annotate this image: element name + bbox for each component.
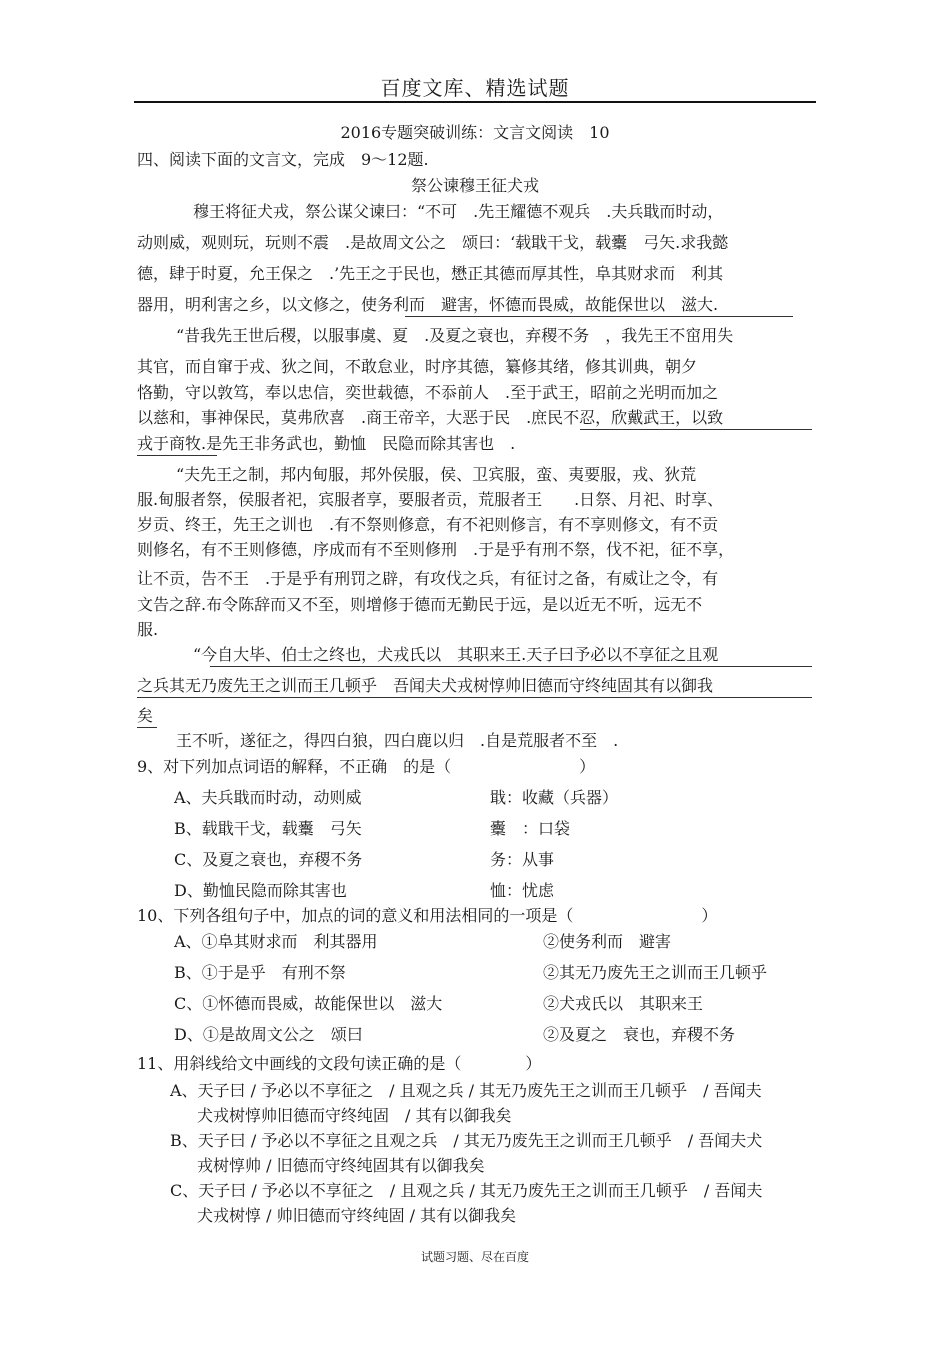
question-9-stem: 9、对下列加点词语的解释，不正确 的是（ ） xyxy=(137,757,596,776)
passage-underline xyxy=(580,429,812,430)
question-9-explanation: 务：从事 xyxy=(490,850,555,869)
question-10-option-pair: ②使务利而 避害 xyxy=(543,932,672,951)
passage-line: 器用，明利害之乡，以文修之，使务利而 避害，怀德而畏威，故能保世以 滋大. xyxy=(137,295,719,314)
passage-underline xyxy=(210,666,812,667)
page-header-title: 百度文库、精选试题 xyxy=(380,76,570,100)
passage-line: 德，肆于时夏，允王保之 .’先王之于民也，懋正其德而厚其性，阜其财求而 利其 xyxy=(137,264,724,283)
passage-line: 矣 xyxy=(137,706,154,725)
question-9-explanation: 戢：收藏（兵器） xyxy=(490,788,619,807)
passage-line: “夫先王之制，邦内甸服，邦外侯服，侯、卫宾服，蛮、夷要服，戎、狄荒 xyxy=(176,465,697,484)
passage-line: 恪勤，守以敦笃，奉以忠信，奕世载德，不忝前人 .至于武王，昭前之光明而加之 xyxy=(137,383,719,402)
question-9-option: A、夫兵戢而时动，动则威 xyxy=(174,788,362,807)
document-heading: 2016专题突破训练：文言文阅读 10 xyxy=(340,123,610,142)
question-10-stem: 10、下列各组句子中，加点的词的意义和用法相同的一项是（ ） xyxy=(137,906,718,925)
question-11-option: B、天子曰 / 予必以不享征之且观之兵 / 其无乃废先王之训而王几顿乎 / 吾闻夫犬 xyxy=(170,1131,763,1150)
passage-line: 之兵其无乃废先王之训而王几顿乎 吾闻夫犬戎树惇帅旧德而守终纯固其有以御我 xyxy=(137,676,714,695)
passage-underline xyxy=(137,727,157,728)
question-9-option: D、勤恤民隐而除其害也 xyxy=(174,881,347,900)
section-instruction: 四、阅读下面的文言文，完成 9～12题. xyxy=(137,150,429,169)
passage-line: “昔我先王世后稷，以服事虞、夏 .及夏之衰也，弃稷不务 ，我先王不窋用失 xyxy=(176,326,734,345)
question-9-option: B、载戢干戈，载櫜 弓矢 xyxy=(174,819,362,838)
question-11-option-cont: 犬戎树惇帅旧德而守终纯固 / 其有以御我矣 xyxy=(197,1106,512,1125)
question-10-option: C、①怀德而畏威，故能保世以 滋大 xyxy=(174,994,443,1013)
question-10-option-pair: ②其无乃废先王之训而王几顿乎 xyxy=(543,963,768,982)
question-10-option-pair: ②犬戎氏以 其职来王 xyxy=(543,994,704,1013)
passage-line: 以慈和，事神保民，莫弗欣喜 .商王帝辛，大恶于民 .庶民不忍，欣戴武王，以致 xyxy=(137,408,724,427)
question-9-explanation: 櫜 ：口袋 xyxy=(490,819,571,838)
question-11-option: C、天子曰 / 予必以不享征之 / 且观之兵 / 其无乃废先王之训而王几顿乎 / 吾闻夫 xyxy=(170,1181,763,1200)
passage-title: 祭公谏穆王征犬戎 xyxy=(410,176,539,195)
passage-line: 戎于商牧.是先王非务武也，勤恤 民隐而除其害也 . xyxy=(137,434,516,453)
question-9-explanation: 恤：忧虑 xyxy=(490,881,555,900)
page-footer: 试题习题、尽在百度 xyxy=(420,1250,529,1264)
passage-line: “今自大毕、伯士之终也，犬戎氏以 其职来王.天子曰予必以不享征之且观 xyxy=(193,645,719,664)
passage-line: 服. xyxy=(137,620,159,639)
passage-line: 岁贡、终王，先王之训也 .有不祭则修意，有不祀则修言，有不享则修文，有不贡 xyxy=(137,515,719,534)
passage-underline xyxy=(405,316,793,317)
passage-line: 让不贡，告不王 .于是乎有刑罚之辟，有攻伐之兵，有征讨之备，有威让之令，有 xyxy=(137,569,719,588)
passage-line: 穆王将征犬戎，祭公谋父谏曰：“不可 .先王耀德不观兵 .夫兵戢而时动， xyxy=(193,202,724,221)
question-10-option: B、①于是乎 有刑不祭 xyxy=(174,963,346,982)
question-11-option-cont: 戎树惇帅 / 旧德而守终纯固其有以御我矣 xyxy=(197,1156,485,1175)
passage-underline xyxy=(137,697,812,698)
header-divider xyxy=(134,101,816,103)
question-9-option: C、及夏之衰也，弃稷不务 xyxy=(174,850,363,869)
question-10-option-pair: ②及夏之 衰也，弃稷不务 xyxy=(543,1025,736,1044)
passage-line: 其官，而自窜于戎、狄之间，不敢怠业，时序其德，纂修其绪，修其训典，朝夕 xyxy=(137,357,698,376)
passage-underline xyxy=(137,455,217,456)
question-10-option: A、①阜其财求而 利其器用 xyxy=(174,932,378,951)
passage-line: 王不听，遂征之，得四白狼，四白鹿以归 .自是荒服者不至 . xyxy=(176,731,619,750)
question-11-option-cont: 犬戎树惇 / 帅旧德而守终纯固 / 其有以御我矣 xyxy=(197,1206,517,1225)
question-11-option: A、天子曰 / 予必以不享征之 / 且观之兵 / 其无乃废先王之训而王几顿乎 / 吾闻夫 xyxy=(170,1081,762,1100)
question-10-option: D、①是故周文公之 颂曰 xyxy=(174,1025,363,1044)
passage-line: 文告之辞.布令陈辞而又不至，则增修于德而无勤民于远，是以近无不听，远无不 xyxy=(137,595,703,614)
question-11-stem: 11、用斜线给文中画线的文段句读正确的是（ ） xyxy=(137,1054,542,1073)
passage-line: 动则威，观则玩，玩则不震 .是故周文公之 颂曰：‘载戢干戈，载櫜 弓矢.求我懿 xyxy=(137,233,729,252)
passage-line: 服.甸服者祭，侯服者祀，宾服者享，要服者贡，荒服者王 .日祭、月祀、时享、 xyxy=(137,490,724,509)
passage-line: 则修名，有不王则修德，序成而有不至则修刑 .于是乎有刑不祭，伐不祀，征不享， xyxy=(137,540,735,559)
